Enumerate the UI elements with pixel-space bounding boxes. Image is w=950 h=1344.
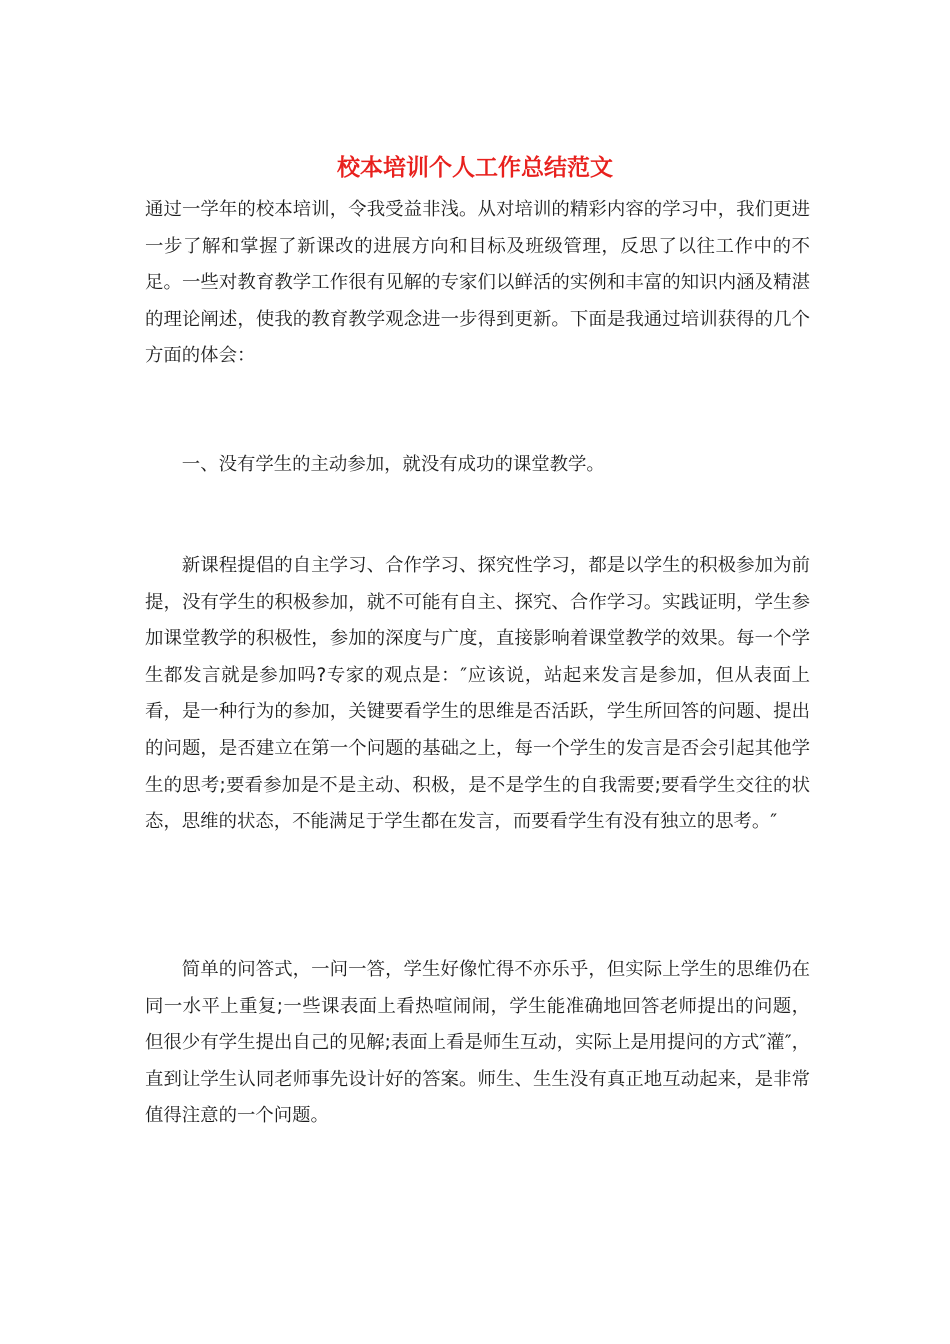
paragraph-body-2: 简单的问答式，一问一答，学生好像忙得不亦乐乎，但实际上学生的思维仍在同一水平上重复;一些课表面上看热喧闹闹，学生能准确地回答老师提出的问题，但很少有学生提出自己的见解;表面上看是师生互动，实际上是用提问的方式″灌″，直到让学生认同老师事先设计好的答案。师生、生生没有真正地互动起来，是非常值得注意的一个问题。 xyxy=(145,959,810,1127)
document-title: 校本培训个人工作总结范文 xyxy=(337,154,613,181)
paragraph-intro: 通过一学年的校本培训，令我受益非浅。从对培训的精彩内容的学习中，我们更进一步了解和掌握了新课改的进展方向和目标及班级管理，反思了以往工作中的不足。一些对教育教学工作很有见解的专家们以鲜活的实例和丰富的知识内涵及精湛的理论阐述，使我的教育教学观念进一步得到更新。下面是我通过培训获得的几个方面的体会： xyxy=(145,199,810,367)
paragraph-body-1: 新课程提倡的自主学习、合作学习、探究性学习，都是以学生的积极参加为前提，没有学生的积极参加，就不可能有自主、探究、合作学习。实践证明，学生参加课堂教学的积极性，参加的深度与广度，直接影响着课堂教学的效果。每一个学生都发言就是参加吗?专家的观点是：″应该说，站起来发言是参加，但从表面上看，是一种行为的参加，关键要看学生的思维是否活跃，学生所回答的问题、提出的问题，是否建立在第一个问题的基础之上，每一个学生的发言是否会引起其他学生的思考;要看参加是不是主动、积极，是不是学生的自我需要;要看学生交往的状态，思维的状态，不能满足于学生都在发言，而要看学生有没有独立的思考。″ xyxy=(145,555,810,833)
paragraph-section-heading: 一、没有学生的主动参加，就没有成功的课堂教学。 xyxy=(181,454,605,475)
